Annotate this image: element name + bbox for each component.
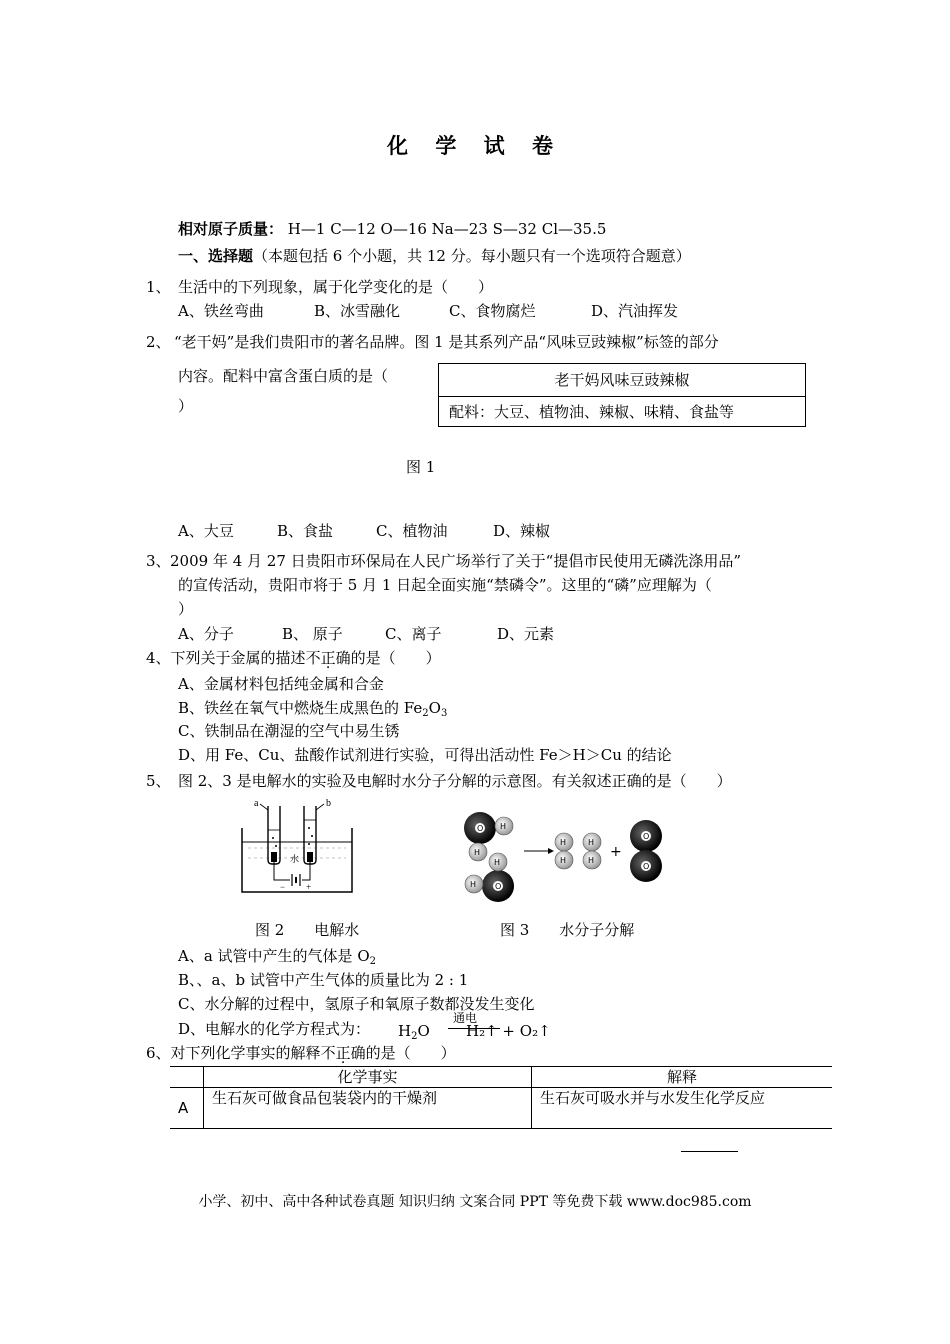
figure3-water-decomposition-diagram [456, 808, 668, 904]
figure3-atom-h-8: H [588, 856, 595, 865]
product-label-title: 老干妈风味豆豉辣椒 [439, 364, 805, 397]
figure2-minus: − [280, 882, 286, 892]
q2-stem-line1: “老干妈”是我们贵阳市的著名品牌。图 1 是其系列产品“风味豆豉辣椒”标签的部分 [174, 333, 719, 351]
q3-option-b: B、 原子 [282, 625, 343, 643]
q1-option-a: A、铁丝弯曲 [178, 302, 264, 320]
table-row-fact: 生石灰可做食品包装袋内的干燥剂 [204, 1088, 532, 1129]
page-title: 化 学 试 卷 [387, 134, 563, 158]
q3-option-a: A、分子 [178, 625, 234, 643]
figure3-caption: 图 3 水分子分解 [500, 921, 635, 939]
q3-option-d: D、元素 [497, 625, 555, 643]
q4-option-d: D、用 Fe、Cu、盐酸作试剂进行实验，可得出活动性 Fe＞H＞Cu 的结论 [178, 746, 672, 764]
q4-option-b [178, 698, 447, 718]
figure3-atom-h-1: H [500, 822, 507, 831]
q4-stem [146, 648, 441, 668]
product-label-box [438, 363, 806, 427]
q5-option-a-sub: 2 [369, 956, 376, 967]
section-note: （本题包括 6 个小题，共 12 分。每小题只有一个选项符合题意） [253, 247, 691, 265]
figure2-label-b: b [326, 798, 331, 809]
q4-option-b-text: B、铁丝在氧气中燃烧生成黑色的 Fe [178, 699, 423, 717]
figure2-water-label: 水 [290, 855, 300, 865]
figure3-atom-h-5: H [560, 838, 567, 847]
q1-option-b: B、冰雪融化 [314, 302, 401, 320]
q6-number: 6、 [146, 1044, 171, 1062]
q5-h2o-o: O [417, 1022, 430, 1040]
q5-equation-reactant [398, 1021, 430, 1041]
q6-stem-pre: 对下列化学事实的解释 [170, 1044, 321, 1062]
q5-equation-products: H₂↑ + O₂↑ [466, 1022, 551, 1040]
atomic-mass-label: 相对原子质量： [178, 220, 284, 238]
q3-stem-line3: ） [178, 600, 194, 618]
q6-stem-post: 的是（ ） [365, 1044, 456, 1062]
q1-option-c: C、食物腐烂 [449, 302, 536, 320]
atomic-mass-line [178, 219, 606, 239]
section-heading [178, 246, 691, 266]
q5-option-a [178, 946, 376, 966]
table-row [170, 1088, 832, 1129]
figure3-atom-h-6: H [560, 856, 567, 865]
q5-h2o-h: H [398, 1022, 412, 1040]
q5-h2o-sub: 2 [411, 1031, 418, 1042]
figure2-caption: 图 2 电解水 [255, 921, 360, 939]
q5-stem: 图 2、3 是电解水的实验及电解时水分子分解的示意图。有关叙述正确的是（ ） [178, 772, 732, 790]
q3-stem-line1: 2009 年 4 月 27 日贵阳市环保局在人民广场举行了关于“提倡市民使用无磷洗涤用品” [170, 552, 741, 570]
figure3-plus-sign: + [610, 844, 622, 860]
q5-equation-condition: 通电 [453, 1011, 478, 1025]
q4-option-b-sub1: 2 [422, 708, 429, 719]
q4-stem-emphasis: 不正确 [305, 649, 351, 667]
q1-number: 1、 [146, 278, 171, 296]
figure3-atom-o-1: O [477, 824, 484, 833]
product-label-ingredients: 配料：大豆、植物油、辣椒、味精、食盐等 [449, 403, 735, 421]
q1-stem: 生活中的下列现象，属于化学变化的是（ ） [178, 278, 494, 296]
q4-stem-post: 的是（ ） [350, 649, 441, 667]
blank-line [681, 1151, 738, 1152]
q6-table [170, 1066, 832, 1129]
q4-stem-pre: 下列关于金属的描述 [170, 649, 306, 667]
q2-option-b: B、食盐 [277, 522, 334, 540]
q4-option-c: C、铁制品在潮湿的空气中易生锈 [178, 722, 400, 740]
q4-option-b-sub2: 3 [440, 708, 448, 719]
q6-stem [146, 1043, 456, 1063]
q5-option-a-text: A、a 试管中产生的气体是 O [178, 947, 370, 965]
q2-option-a: A、大豆 [178, 522, 234, 540]
q2-option-d: D、辣椒 [493, 522, 551, 540]
section-title: 一、选择题 [178, 247, 254, 265]
q5-option-b: B、、a、b 试管中产生气体的质量比为 2 : 1 [178, 971, 469, 989]
q3-option-c: C、离子 [385, 625, 442, 643]
figure2-electrolysis-diagram [238, 798, 356, 902]
figure3-atom-o-2: O [495, 882, 502, 891]
figure3-atom-h-2: H [474, 848, 481, 857]
figure3-atom-o-4: O [643, 862, 650, 871]
q4-option-b-o: O [428, 699, 441, 717]
figure2-plus: + [306, 882, 312, 892]
q3-number: 3、 [146, 552, 171, 570]
q3-stem-line2: 的宣传活动，贵阳市将于 5 月 1 日起全面实施“禁磷令”。这里的“磷”应理解为（ [178, 576, 712, 594]
figure3-atom-h-7: H [588, 838, 595, 847]
figure2-label-a: a [254, 798, 259, 809]
q2-stem-line3: ） [178, 397, 194, 415]
table-header-fact: 化学事实 [204, 1067, 532, 1088]
figure3-atom-h-3: H [470, 880, 477, 889]
q4-number: 4、 [146, 649, 171, 667]
q2-option-c: C、植物油 [376, 522, 448, 540]
table-header-blank [170, 1067, 204, 1088]
q2-stem-line2: 内容。配料中富含蛋白质的是（ [178, 367, 389, 385]
q5-option-c: C、水分解的过程中，氢原子和氧原子数都没发生变化 [178, 995, 535, 1013]
table-row-explanation: 生石灰可吸水并与水发生化学反应 [532, 1088, 833, 1129]
table-header-explanation: 解释 [532, 1067, 833, 1088]
q5-option-d-text: D、电解水的化学方程式为： [178, 1020, 371, 1038]
q6-stem-emphasis: 不正确 [320, 1044, 366, 1062]
q2-number: 2、 [146, 333, 171, 351]
figure3-atom-h-4: H [494, 858, 501, 867]
figure1-caption: 图 1 [406, 458, 436, 476]
atomic-mass-values: H—1 C—12 O—16 Na—23 S—32 Cl—35.5 [287, 220, 607, 238]
figure3-atom-o-3: O [643, 832, 650, 841]
q5-number: 5、 [146, 772, 171, 790]
q4-option-a: A、金属材料包括纯金属和合金 [178, 675, 384, 693]
q1-option-d: D、汽油挥发 [591, 302, 679, 320]
table-row-label: A [170, 1088, 204, 1129]
table-header-row [170, 1067, 832, 1088]
page-footer: 小学、初中、高中各种试卷真题 知识归纳 文案合同 PPT 等免费下载 www.doc985.com [198, 1194, 752, 1210]
q5-option-d [178, 1019, 370, 1039]
